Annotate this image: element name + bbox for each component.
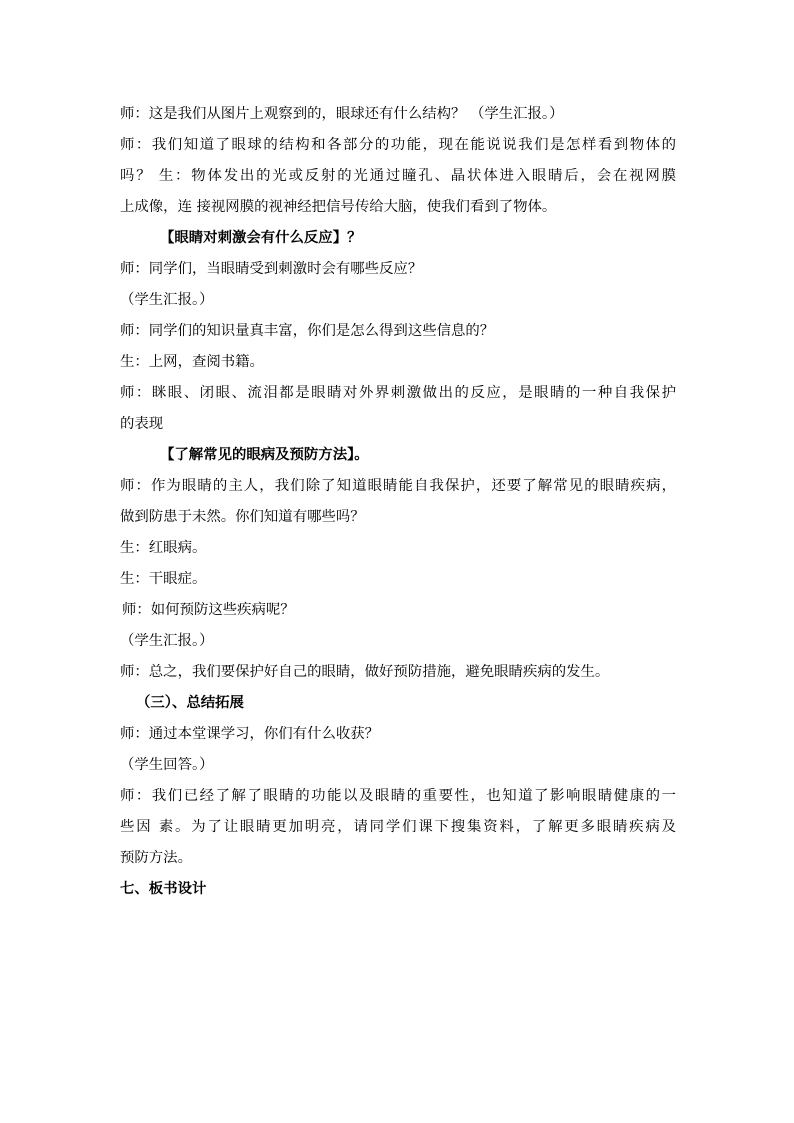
- document-body: [120, 99, 676, 905]
- dialogue-line: 的表现: [120, 416, 164, 432]
- dialogue-line: 上成像，连 接视网膜的视神经把信号传给大脑，使我们看到了物体。: [120, 199, 557, 215]
- dialogue-line: 师：同学们，当眼睛受到刺激时会有哪些反应？: [120, 261, 423, 277]
- section-heading: （三）、总结拓展: [136, 695, 244, 711]
- section-heading: 【眼睛对刺激会有什么反应】？: [160, 230, 362, 246]
- dialogue-line: 师：这是我们从图片上观察到的，眼球还有什么结构？ （学生汇报。）: [120, 106, 564, 122]
- dialogue-line: 师：如何预防这些疾病呢？: [122, 602, 295, 618]
- dialogue-line: 生：干眼症。: [120, 571, 207, 587]
- dialogue-line: 师：我们已经了解了眼睛的功能以及眼睛的重要性，也知道了影响眼睛健康的一: [120, 788, 676, 804]
- dialogue-line: 师：总之，我们要保护好自己的眼睛，做好预防措施，避免眼睛疾病的发生。: [120, 664, 610, 680]
- dialogue-line: 师：作为眼睛的主人，我们除了知道眼睛能自我保护，还要了解常见的眼睛疾病，: [120, 478, 676, 494]
- dialogue-line: 些因 素。为了让眼睛更加明亮，请同学们课下搜集资料，了解更多眼睛疾病及: [120, 819, 676, 835]
- dialogue-line: （学生回答。）: [120, 757, 214, 773]
- dialogue-line: 师：通过本堂课学习，你们有什么收获？: [120, 726, 380, 742]
- dialogue-line: 吗？ 生：物体发出的光或反射的光通过瞳孔、晶状体进入眼睛后，会在视网膜: [120, 168, 676, 184]
- dialogue-line: 师：我们知道了眼球的结构和各部分的功能，现在能说说我们是怎样看到物体的: [120, 137, 676, 153]
- dialogue-line: 做到防患于未然。你们知道有哪些吗？: [120, 509, 365, 525]
- dialogue-line: 师：眯眼、闭眼、流泪都是眼睛对外界刺激做出的反应，是眼睛的一种自我保护: [120, 385, 676, 401]
- section-heading: 七、板书设计: [120, 881, 207, 897]
- dialogue-line: 师：同学们的知识量真丰富，你们是怎么得到这些信息的？: [120, 323, 495, 339]
- dialogue-line: 预防方法。: [120, 850, 192, 866]
- section-heading: 【了解常见的眼病及预防方法】。: [160, 447, 369, 463]
- dialogue-line: （学生汇报。）: [120, 633, 214, 649]
- dialogue-line: 生：红眼病。: [120, 540, 207, 556]
- dialogue-line: （学生汇报。）: [120, 292, 214, 308]
- dialogue-line: 生：上网，查阅书籍。: [120, 354, 264, 370]
